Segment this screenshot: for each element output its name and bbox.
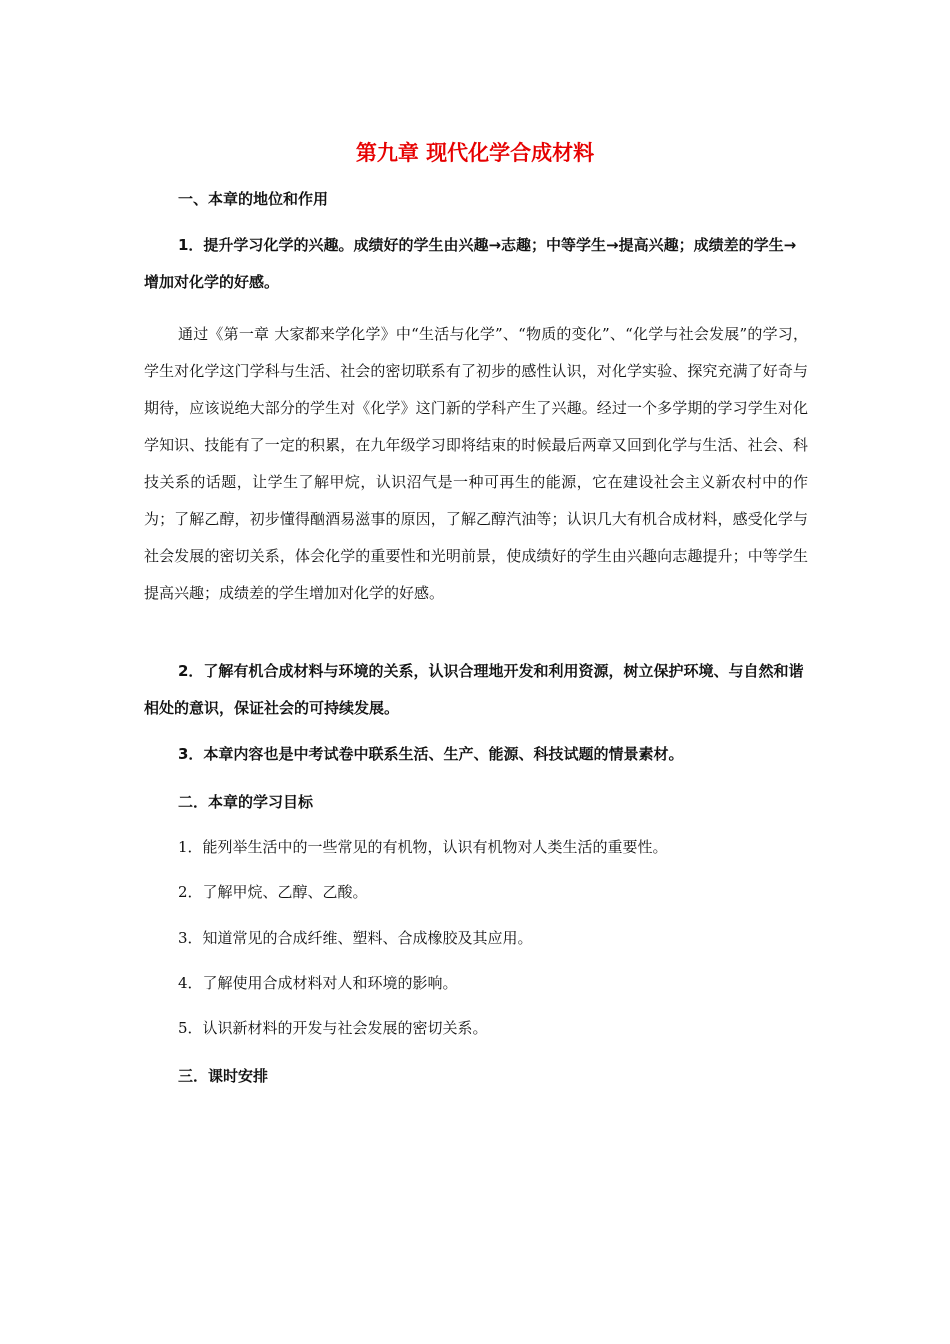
point-exam-material: 3．本章内容也是中考试卷中联系生活、生产、能源、科技试题的情景素材。 bbox=[178, 745, 684, 763]
page-title: 第九章 现代化学合成材料 bbox=[355, 141, 595, 165]
goal-item: 4．了解使用合成材料对人和环境的影响。 bbox=[178, 974, 458, 992]
goal-item: 1．能列举生活中的一些常见的有机物，认识有机物对人类生活的重要性。 bbox=[178, 838, 668, 856]
goal-item: 5．认识新材料的开发与社会发展的密切关系。 bbox=[178, 1019, 488, 1037]
point-interest: 1．提升学习化学的兴趣。成绩好的学生由兴趣→志趣；中等学生→提高兴趣；成绩差的学生→增加对化学的好感。 bbox=[144, 236, 797, 291]
body-paragraph: 通过《第一章 大家都来学化学》中“生活与化学”、“物质的变化”、“化学与社会发展”的学习，学生对化学这门学科与生活、社会的密切联系有了初步的感性认识，对化学实验、探究充满了好奇与期待，应该说绝大部分的学生对《化学》这门新的学科产生了兴趣。经过一个多学期的学习学生对化学知识、技能有了一定的积累，在九年级学习即将结束的时候最后两章又回到化学与生活、社会、科技关系的话题，让学生了解甲烷，认识沼气是一种可再生的能源，它在建设社会主义新农村中的作为；了解乙醇，初步懂得酗酒易滋事的原因，了解乙醇汽油等；认识几大有机合成材料，感受化学与社会发展的密切关系，体会化学的重要性和光明前景，使成绩好的学生由兴趣向志趣提升；中等学生提高兴趣；成绩差的学生增加对化学的好感。 bbox=[144, 325, 808, 602]
section-heading-goals: 二．本章的学习目标 bbox=[178, 793, 314, 811]
goal-item: 3．知道常见的合成纤维、塑料、合成橡胶及其应用。 bbox=[178, 929, 533, 947]
section-heading-schedule: 三．课时安排 bbox=[178, 1067, 269, 1085]
goal-item: 2．了解甲烷、乙醇、乙酸。 bbox=[178, 883, 368, 901]
section-heading-role: 一、本章的地位和作用 bbox=[178, 190, 329, 208]
point-environment: 2．了解有机合成材料与环境的关系，认识合理地开发和利用资源，树立保护环境、与自然和谐相处的意识，保证社会的可持续发展。 bbox=[144, 662, 804, 717]
